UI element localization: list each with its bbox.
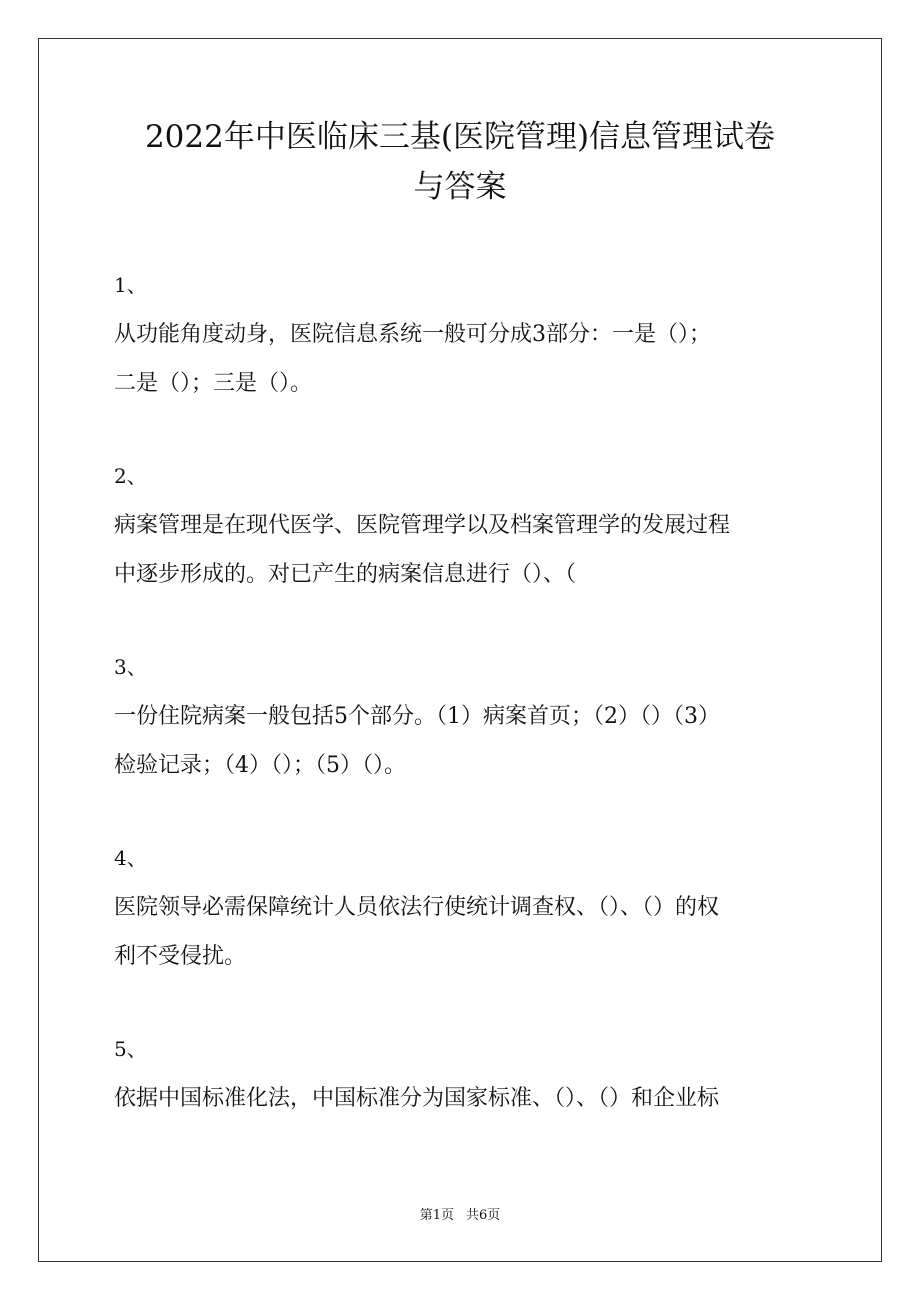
question-4: [114, 843, 814, 981]
question-5: [114, 1034, 814, 1123]
page-footer: [0, 1206, 920, 1226]
question-line: 医院领导必需保障统计人员依法行使统计调查权、（）、（）的权: [114, 895, 720, 920]
question-line: 从功能角度动身，医院信息系统一般可分成3部分：一是（）；: [114, 322, 711, 347]
page-number-total: 共6页: [466, 1208, 501, 1223]
question-text: [114, 883, 814, 981]
question-number: 5、: [114, 1037, 147, 1061]
title-line-1: 2022年中医临床三基(医院管理)信息管理试卷: [144, 119, 776, 155]
question-text: [114, 501, 814, 599]
question-2: [114, 461, 814, 599]
page-number-current: 第1页: [419, 1208, 454, 1223]
question-text: [114, 310, 814, 408]
question-number: 1、: [114, 273, 147, 297]
question-number: 4、: [114, 846, 147, 870]
question-line: 二是（）；三是（）。: [114, 371, 313, 396]
question-text: [114, 1074, 814, 1123]
question-number: 3、: [114, 655, 147, 679]
question-line: 利不受侵扰。: [114, 944, 247, 969]
question-3: [114, 652, 814, 790]
title-line-2: 与答案: [413, 169, 507, 205]
question-line: 病案管理是在现代医学、医院管理学以及档案管理学的发展过程: [114, 513, 731, 538]
question-line: 一份住院病案一般包括5个部分。（1）病案首页；（2）（）（3）: [114, 704, 720, 729]
question-text: [114, 692, 814, 790]
question-line: 检验记录；（4）（）；（5）（）。: [114, 753, 406, 778]
question-line: 依据中国标准化法，中国标准分为国家标准、（）、（）和企业标: [114, 1086, 720, 1111]
document-title: [60, 112, 860, 212]
question-line: 中逐步形成的。对已产生的病案信息进行（）、（: [114, 562, 577, 587]
question-1: [114, 270, 814, 408]
question-number: 2、: [114, 464, 147, 488]
